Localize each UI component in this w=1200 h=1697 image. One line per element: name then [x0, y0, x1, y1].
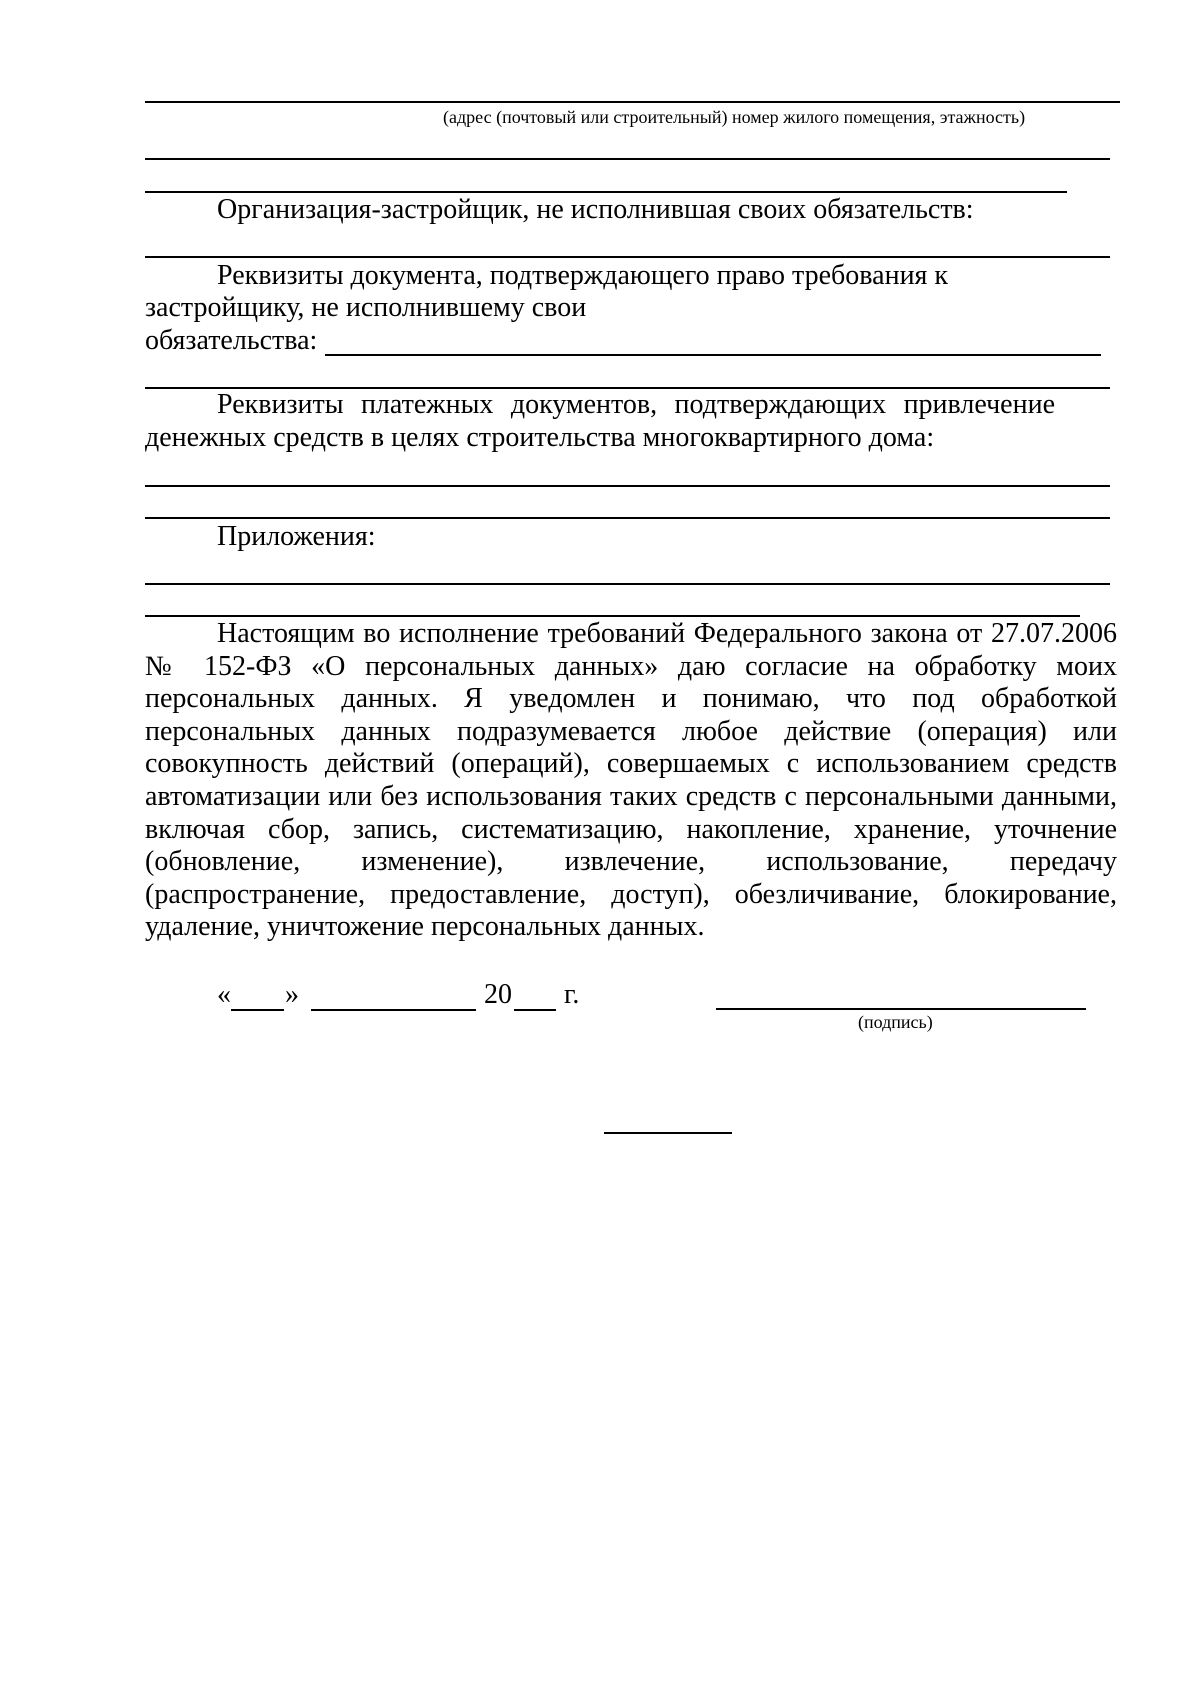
date-open-quote: «	[217, 979, 231, 1010]
consent-line: (обновление, изменение), извлечение, использование, передачу	[145, 846, 1117, 878]
date-close-quote: »	[285, 979, 299, 1010]
claim-document-label-1: Реквизиты документа, подтверждающего право требования к	[217, 260, 949, 291]
attachments-label: Приложения:	[217, 521, 376, 552]
date-year-blank[interactable]	[514, 1009, 556, 1011]
address-caption: (адрес (почтовый или строительный) номер жилого помещения, этажность)	[443, 107, 1026, 127]
claim-document-label-3: обязательства:	[145, 325, 318, 356]
consent-line: Настоящим во исполнение требований Федерального закона от 27.07.2006	[217, 618, 1117, 649]
date-year-prefix: 20	[484, 979, 512, 1010]
signature-caption: (подпись)	[858, 1012, 933, 1032]
consent-line: № 152-ФЗ «О персональных данных» даю согласие на обработку моих	[145, 650, 1117, 682]
address-line[interactable]	[145, 101, 1120, 103]
date-day-blank[interactable]	[231, 1009, 284, 1011]
payment-documents-line[interactable]	[145, 485, 1110, 487]
claim-document-label-2: застройщику, не исполнившему свои	[145, 292, 587, 323]
consent-line: включая сбор, запись, систематизацию, накопление, хранение, уточнение	[145, 813, 1117, 845]
consent-line: совокупность действий (операций), совершаемых с использованием средств	[145, 748, 1117, 780]
closing-separator	[604, 1132, 732, 1134]
developer-label: Организация-застройщик, не исполнившая своих обязательств:	[217, 194, 974, 225]
consent-paragraph	[145, 618, 1117, 944]
attachments-line-2[interactable]	[145, 615, 1080, 617]
consent-line: удаление, уничтожение персональных данных.	[145, 911, 705, 943]
payment-documents-line-2: денежных средств в целях строительства многоквартирного дома:	[145, 421, 935, 453]
payment-documents-line-1: Реквизиты платежных документов, подтверждающих привлечение	[217, 389, 1055, 420]
payment-documents-line-2[interactable]	[145, 517, 1110, 519]
consent-line: персональных данных. Я уведомлен и понимаю, что под обработкой	[145, 683, 1117, 715]
claim-document-line[interactable]	[325, 354, 1101, 356]
date-month-blank[interactable]	[311, 1009, 476, 1011]
address-line-2[interactable]	[145, 158, 1110, 160]
date-year-suffix: г.	[564, 979, 580, 1010]
consent-line: (распространение, предоставление, доступ), обезличивание, блокирование,	[145, 878, 1117, 910]
signature-line[interactable]	[716, 1008, 1086, 1010]
attachments-line[interactable]	[145, 583, 1110, 585]
consent-line: автоматизации или без использования таких средств с персональными данными,	[145, 780, 1117, 812]
developer-line[interactable]	[145, 256, 1110, 258]
consent-line: персональных данных подразумевается любое действие (операция) или	[145, 715, 1117, 747]
payment-documents-label	[145, 389, 1055, 454]
